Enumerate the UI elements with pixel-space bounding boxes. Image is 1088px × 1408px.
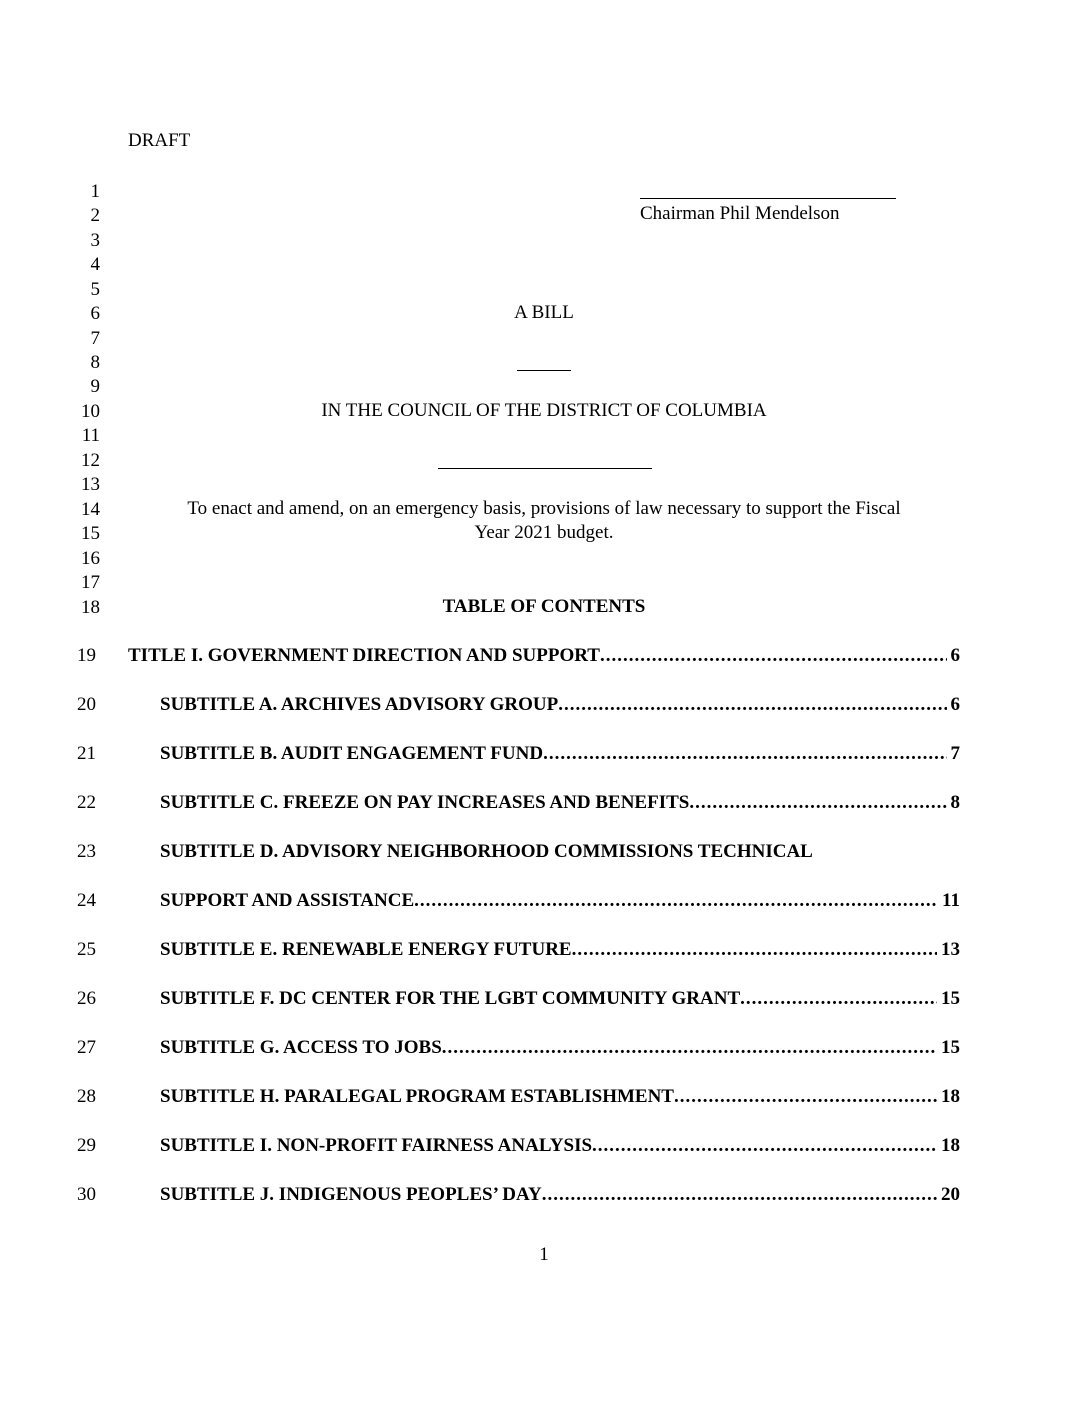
- bill-purpose-line-1: To enact and amend, on an emergency basis, provisions of law necessary to support the Fiscal: [187, 498, 901, 519]
- toc-page-number: 6: [950, 694, 960, 715]
- line-number: 28: [77, 1086, 96, 1107]
- toc-page-number: 11: [942, 890, 960, 911]
- toc-entry-text: SUBTITLE I. NON-PROFIT FAIRNESS ANALYSIS: [160, 1135, 593, 1156]
- toc-leader: [572, 939, 937, 961]
- line-number: 1: [90, 181, 100, 202]
- line-number: 24: [77, 890, 96, 911]
- toc-leader: [740, 988, 937, 1010]
- toc-entry-text: SUBTITLE J. INDIGENOUS PEOPLES’ DAY: [160, 1184, 542, 1205]
- bill-number-line: [517, 370, 571, 371]
- toc-title: TABLE OF CONTENTS: [442, 596, 646, 617]
- line-number: 16: [81, 548, 100, 569]
- toc-entry-text: SUBTITLE F. DC CENTER FOR THE LGBT COMMUNITY GRANT: [160, 988, 741, 1009]
- toc-leader: [543, 743, 946, 765]
- draft-label: DRAFT: [128, 130, 191, 151]
- line-number: 23: [77, 841, 96, 862]
- toc-page-number: 18: [941, 1086, 960, 1107]
- line-number: 19: [77, 645, 96, 666]
- toc-entry[interactable]: [160, 1086, 960, 1112]
- toc-leader: [414, 890, 938, 912]
- toc-entry[interactable]: [160, 694, 960, 720]
- line-number: 21: [77, 743, 96, 764]
- toc-page-number: 15: [941, 1037, 960, 1058]
- toc-entry-text: SUBTITLE H. PARALEGAL PROGRAM ESTABLISHMENT: [160, 1086, 674, 1107]
- line-number: 7: [90, 328, 100, 349]
- toc-entry-text: SUBTITLE A. ARCHIVES ADVISORY GROUP: [160, 694, 559, 715]
- toc-entry[interactable]: [160, 939, 960, 965]
- toc-leader: [600, 645, 947, 667]
- line-number: 17: [81, 572, 100, 593]
- toc-leader: [442, 1037, 937, 1059]
- toc-entry-text: SUBTITLE D. ADVISORY NEIGHBORHOOD COMMISSIONS TECHNICAL: [160, 841, 813, 862]
- line-number: 4: [90, 254, 100, 275]
- toc-entry-text: SUBTITLE G. ACCESS TO JOBS: [160, 1037, 442, 1058]
- bill-title: A BILL: [514, 302, 574, 323]
- toc-entry[interactable]: [160, 792, 960, 818]
- toc-page-number: 20: [941, 1184, 960, 1205]
- council-heading: IN THE COUNCIL OF THE DISTRICT OF COLUMBIA: [321, 400, 767, 421]
- line-number: 5: [90, 279, 100, 300]
- line-number: 15: [81, 523, 100, 544]
- line-number: 11: [81, 425, 100, 446]
- toc-entry[interactable]: [160, 1184, 960, 1210]
- line-number: 3: [90, 230, 100, 251]
- line-number: 18: [81, 597, 100, 618]
- toc-entry[interactable]: [128, 645, 960, 671]
- toc-entry-text: SUBTITLE E. RENEWABLE ENERGY FUTURE: [160, 939, 572, 960]
- line-number: 25: [77, 939, 96, 960]
- toc-page-number: 6: [950, 645, 960, 666]
- toc-page-number: 15: [941, 988, 960, 1009]
- line-number: 13: [81, 474, 100, 495]
- page-number: 1: [539, 1244, 549, 1265]
- line-number: 12: [81, 450, 100, 471]
- toc-entry[interactable]: [160, 841, 960, 867]
- toc-page-number: 18: [941, 1135, 960, 1156]
- line-number: 29: [77, 1135, 96, 1156]
- line-number: 9: [90, 376, 100, 397]
- line-number: 14: [81, 499, 100, 520]
- toc-page-number: 8: [950, 792, 960, 813]
- divider-rule: [438, 468, 652, 469]
- toc-leader: [592, 1135, 937, 1157]
- signature-line: [640, 198, 896, 199]
- toc-page-number: 7: [950, 743, 960, 764]
- line-number: 6: [90, 303, 100, 324]
- line-number: 26: [77, 988, 96, 1009]
- toc-entry[interactable]: [160, 743, 960, 769]
- bill-purpose-line-2: Year 2021 budget.: [474, 522, 614, 543]
- toc-entry-text: SUBTITLE C. FREEZE ON PAY INCREASES AND BENEFITS: [160, 792, 690, 813]
- toc-entry[interactable]: [160, 1037, 960, 1063]
- toc-leader: [542, 1184, 937, 1206]
- toc-leader: [558, 694, 946, 716]
- signature-name: Chairman Phil Mendelson: [640, 203, 840, 224]
- toc-entry[interactable]: [160, 988, 960, 1014]
- line-number: 20: [77, 694, 96, 715]
- line-number: 2: [90, 205, 100, 226]
- toc-entry[interactable]: [160, 890, 960, 916]
- line-number: 30: [77, 1184, 96, 1205]
- line-number: 27: [77, 1037, 96, 1058]
- toc-leader: [674, 1086, 937, 1108]
- line-number: 10: [81, 401, 100, 422]
- line-number: 22: [77, 792, 96, 813]
- toc-entry[interactable]: [160, 1135, 960, 1161]
- toc-leader: [689, 792, 946, 814]
- toc-entry-text: TITLE I. GOVERNMENT DIRECTION AND SUPPORT: [128, 645, 600, 666]
- line-number: 8: [90, 352, 100, 373]
- toc-page-number: 13: [941, 939, 960, 960]
- toc-entry-text: SUPPORT AND ASSISTANCE: [160, 890, 415, 911]
- toc-entry-text: SUBTITLE B. AUDIT ENGAGEMENT FUND: [160, 743, 544, 764]
